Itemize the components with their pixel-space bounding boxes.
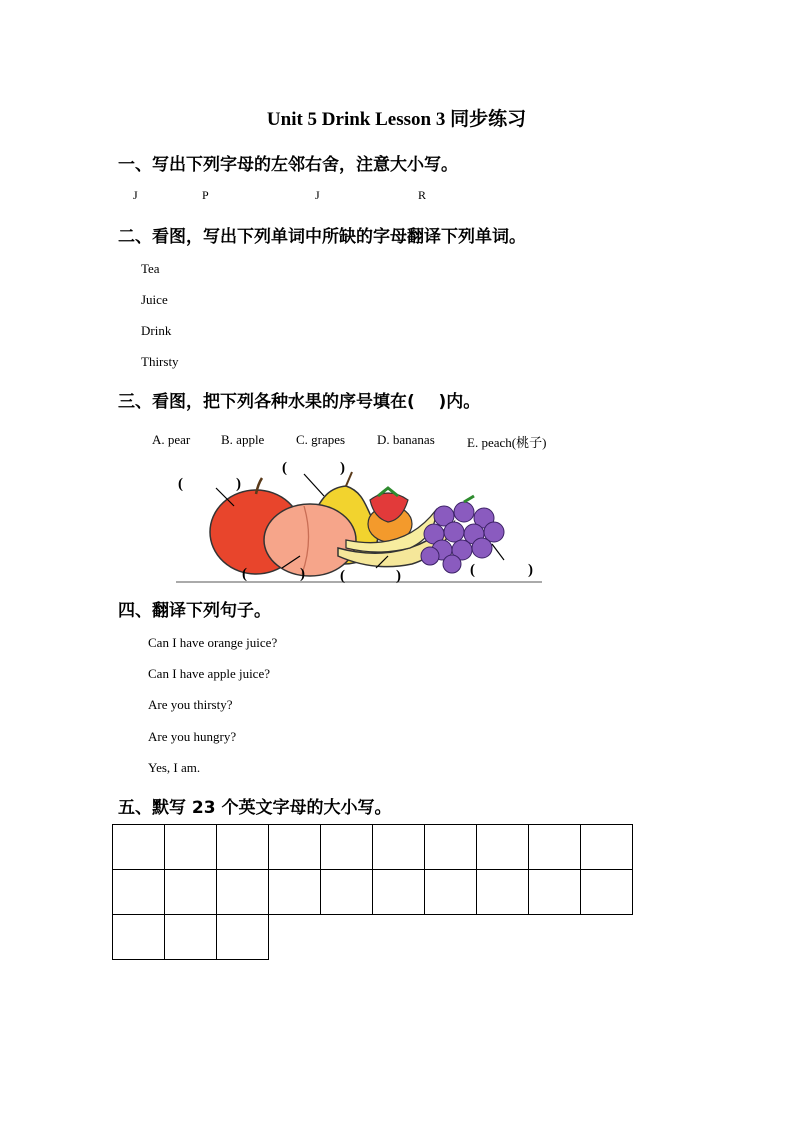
grid-cell[interactable] (165, 825, 217, 870)
strawberry-icon (368, 488, 412, 542)
word-item: Juice (141, 292, 168, 307)
sentence-item: Are you hungry? (148, 729, 237, 744)
svg-text:): ) (236, 476, 241, 492)
section-1-heading: 一、写出下列字母的左邻右舍，注意大小写。 (118, 155, 458, 175)
grid-cell[interactable] (113, 870, 165, 915)
grid-row (113, 870, 633, 915)
grid-cell[interactable] (425, 825, 477, 870)
svg-text:): ) (396, 568, 401, 584)
grid-cell[interactable] (165, 915, 217, 960)
grid-cell[interactable] (529, 870, 581, 915)
svg-text:(: ( (242, 566, 247, 582)
word-item: Tea (141, 261, 160, 276)
grid-cell[interactable] (581, 870, 633, 915)
grid-spacer (425, 915, 477, 960)
option-peach: E. peach(桃子) (467, 435, 547, 450)
sentence-item: Are you thirsty? (148, 697, 233, 712)
svg-text:): ) (300, 566, 305, 582)
grid-cell[interactable] (269, 870, 321, 915)
grid-cell[interactable] (373, 825, 425, 870)
letter-item: J (133, 188, 138, 202)
sentence-item: Can I have apple juice? (148, 666, 270, 681)
letter-item: J (315, 188, 320, 202)
grid-spacer (269, 915, 321, 960)
word-item: Drink (141, 323, 172, 338)
grid-row (113, 825, 633, 870)
option-bananas: D. bananas (377, 432, 435, 447)
section-3-heading: 三、看图，把下列各种水果的序号填在( )内。 (118, 392, 481, 412)
section-2-heading: 二、看图，写出下列单词中所缺的字母翻译下列单词。 (118, 227, 526, 247)
grid-spacer (581, 915, 633, 960)
writing-grid (112, 824, 633, 960)
grid-cell[interactable] (477, 870, 529, 915)
svg-text:): ) (528, 562, 533, 578)
grid-cell[interactable] (165, 870, 217, 915)
grid-cell[interactable] (529, 825, 581, 870)
option-grapes: C. grapes (296, 432, 346, 447)
grid-cell[interactable] (321, 825, 373, 870)
grapes-icon (421, 496, 504, 573)
fruit-illustration (174, 456, 546, 586)
word-item: Thirsty (141, 354, 179, 369)
grid-cell[interactable] (373, 870, 425, 915)
option-pear: A. pear (152, 432, 191, 447)
sentence-item: Yes, I am. (148, 760, 201, 775)
grid-cell[interactable] (321, 870, 373, 915)
grid-spacer (477, 915, 529, 960)
section-5-heading: 五、默写 23 个英文字母的大小写。 (118, 798, 392, 818)
grid-cell[interactable] (269, 825, 321, 870)
letter-item: P (202, 188, 209, 202)
svg-text:): ) (340, 460, 345, 476)
grid-row (113, 915, 633, 960)
grid-spacer (373, 915, 425, 960)
page-title: Unit 5 Drink Lesson 3 同步练习 (266, 109, 527, 130)
grid-cell[interactable] (581, 825, 633, 870)
section-4-heading: 四、翻译下列句子。 (118, 601, 271, 621)
grid-spacer (529, 915, 581, 960)
grid-cell[interactable] (217, 870, 269, 915)
letter-item: R (418, 188, 427, 202)
svg-text:(: ( (340, 568, 345, 584)
grid-cell[interactable] (477, 825, 529, 870)
grid-cell[interactable] (113, 825, 165, 870)
peach-icon (264, 504, 356, 576)
grid-cell[interactable] (425, 870, 477, 915)
option-apple: B. apple (221, 432, 265, 447)
svg-text:(: ( (178, 476, 183, 492)
grid-spacer (321, 915, 373, 960)
svg-text:(: ( (282, 460, 287, 476)
svg-text:(: ( (470, 562, 475, 578)
grid-cell[interactable] (217, 915, 269, 960)
grid-cell[interactable] (217, 825, 269, 870)
grid-cell[interactable] (113, 915, 165, 960)
sentence-item: Can I have orange juice? (148, 635, 278, 650)
